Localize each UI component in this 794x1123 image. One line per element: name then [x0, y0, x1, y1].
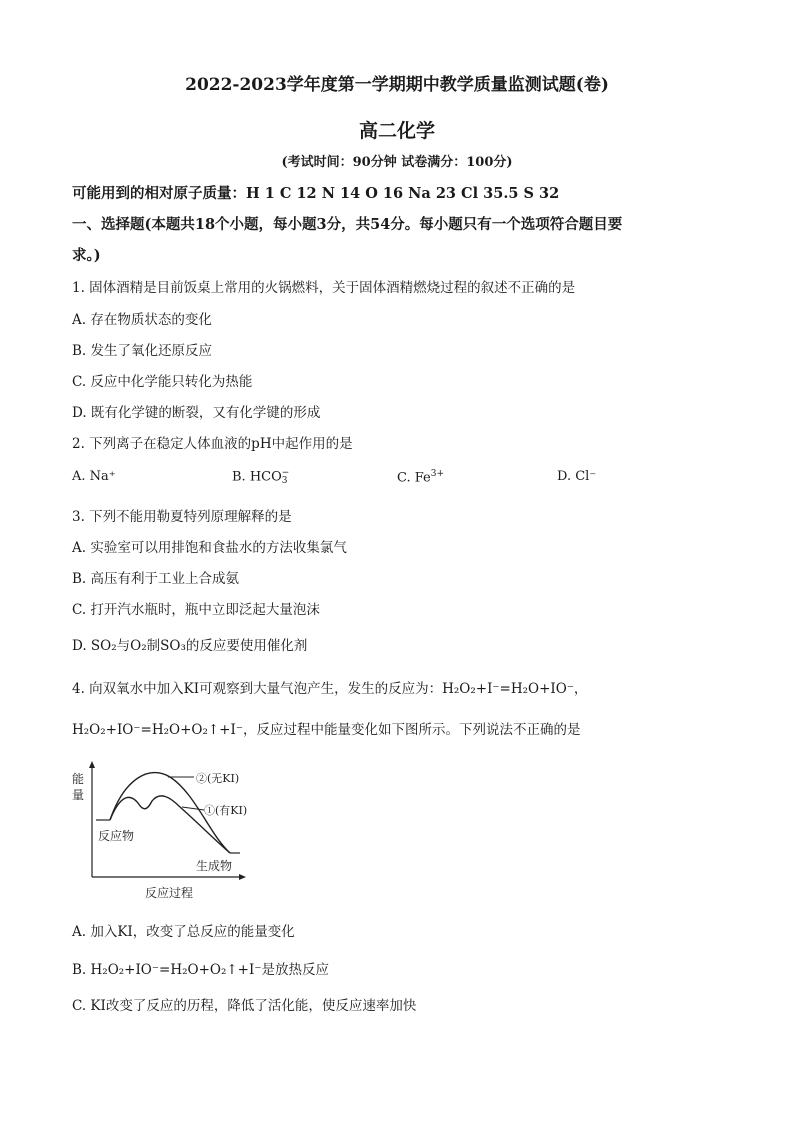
section-heading-line2: 求。) — [72, 247, 101, 264]
exam-info: (考试时间：90分钟 试卷满分：100分) — [281, 155, 513, 170]
product-label: 生成物 — [196, 859, 233, 873]
q2-option-b: B. HCO − 3 — [232, 468, 290, 486]
reactant-label: 反应物 — [98, 829, 135, 843]
atomic-masses: 可能用到的相对原子质量：H 1 C 12 N 14 O 16 Na 23 Cl 35.5 S 32 — [72, 185, 560, 202]
q2-option-c: C. $Fe^{3+}$ — [397, 469, 445, 486]
q1-option-a: A. 存在物质状态的变化 — [72, 312, 212, 328]
q4-option-c: C. KI改变了反应的历程，降低了活化能，使反应速率加快 — [72, 998, 417, 1014]
q2-option-d: D. Cl⁻ — [557, 469, 597, 484]
section-heading-line1: 一、选择题(本题共18个小题，每小题3分，共54分。每小题只有一个选项符合题目要 — [72, 216, 623, 233]
exam-title: 2022-2023学年度第一学期期中教学质量监测试题(卷) — [185, 75, 609, 95]
y-label-2: 量 — [72, 788, 85, 802]
q3-option-c: C. 打开汽水瓶时，瓶中立即泛起大量泡沫 — [72, 602, 320, 618]
q1-stem: 1. 固体酒精是目前饭桌上常用的火锅燃料，关于固体酒精燃烧过程的叙述不正确的是 — [72, 280, 576, 296]
q3-stem: 3. 下列不能用勒夏特列原理解释的是 — [72, 509, 292, 525]
q4-option-b: B. H₂O₂+IO⁻=H₂O+O₂↑+I⁻是放热反应 — [72, 962, 329, 978]
q1-option-c: C. 反应中化学能只转化为热能 — [72, 374, 253, 390]
y-label-1: 能 — [72, 772, 85, 786]
q3-option-d: D. SO₂与O₂制SO₃的反应要使用催化剂 — [72, 638, 308, 654]
curve-no-ki-label: ②(无KI) — [196, 772, 240, 785]
q2-stem: 2. 下列离子在稳定人体血液的pH中起作用的是 — [72, 436, 353, 452]
q2-option-c-text: C. Fe — [397, 470, 431, 486]
q4-stem-line1: 4. 向双氧水中加入KI可观察到大量气泡产生，发生的反应为：H₂O₂+I⁻=H₂O+IO⁻， — [72, 681, 588, 697]
q2-option-a: A. Na⁺ — [72, 469, 116, 484]
q3-option-a: A. 实验室可以用排饱和食盐水的方法收集氯气 — [72, 540, 347, 556]
x-axis-arrow — [239, 874, 246, 880]
q2-option-b-text: B. HCO — [232, 469, 282, 485]
q4-stem-line2: H₂O₂+IO⁻=H₂O+O₂↑+I⁻，反应过程中能量变化如下图所示。下列说法不正确的是 — [72, 722, 581, 738]
q1-option-d: D. 既有化学键的断裂，又有化学键的形成 — [72, 405, 321, 421]
leader-ki — [182, 807, 204, 810]
curve-ki-label: ①(有KI) — [204, 804, 248, 817]
energy-diagram — [70, 755, 270, 905]
y-axis-arrow — [89, 761, 95, 768]
q3-option-b: B. 高压有利于工业上合成氨 — [72, 571, 240, 587]
q4-option-a: A. 加入KI，改变了总反应的能量变化 — [72, 924, 295, 940]
q1-option-b: B. 发生了氧化还原反应 — [72, 343, 213, 359]
subject-title: 高二化学 — [358, 120, 435, 142]
x-label: 反应过程 — [145, 886, 194, 900]
